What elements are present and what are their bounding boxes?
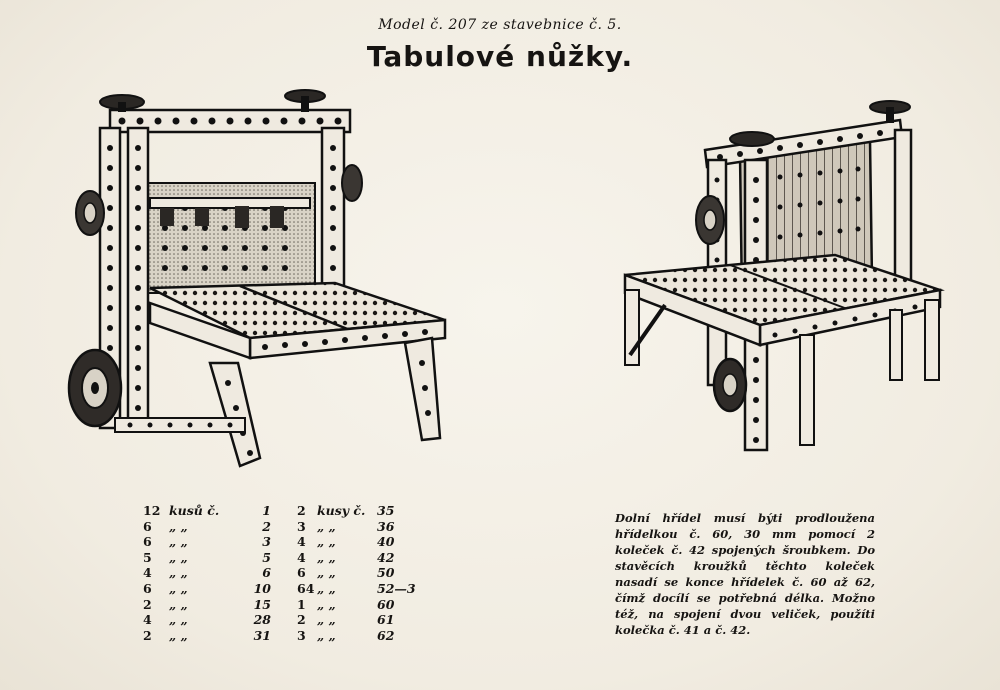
- model-subtitle: Model č. 207 ze stavebnice č. 5.: [378, 17, 622, 33]
- shear-model-front-view-illustration: [60, 88, 460, 488]
- parts-row: [143, 597, 271, 613]
- part-quantity: 6: [143, 580, 152, 596]
- part-number: 2: [262, 518, 271, 534]
- part-quantity: 4: [143, 565, 152, 581]
- part-number: 6: [262, 565, 271, 581]
- part-unit: „ „: [169, 518, 188, 534]
- part-unit: „ „: [169, 565, 188, 581]
- part-quantity: 64: [297, 580, 315, 596]
- part-unit: „ „: [317, 549, 336, 565]
- parts-row: [297, 519, 425, 535]
- part-unit: „ „: [317, 627, 336, 643]
- part-quantity: 2: [143, 596, 152, 612]
- shear-model-rear-view-illustration: [600, 95, 960, 455]
- part-number: 61: [377, 612, 395, 628]
- parts-row: [297, 550, 425, 566]
- part-quantity: 1: [297, 596, 306, 612]
- parts-list-left: [143, 503, 271, 643]
- part-quantity: 2: [297, 612, 306, 628]
- parts-row: [297, 503, 425, 519]
- part-quantity: 6: [143, 534, 152, 550]
- parts-row: [143, 534, 271, 550]
- part-unit: „ „: [169, 549, 188, 565]
- part-unit: „ „: [169, 612, 188, 628]
- part-unit: „ „: [317, 580, 336, 596]
- parts-row: [297, 565, 425, 581]
- parts-row: [143, 581, 271, 597]
- part-number: 28: [253, 612, 271, 628]
- part-unit: „ „: [317, 534, 336, 550]
- part-number: 31: [253, 627, 271, 643]
- part-number: 60: [377, 596, 395, 612]
- parts-row: [143, 612, 271, 628]
- part-quantity: 5: [143, 549, 152, 565]
- parts-row: [143, 503, 271, 519]
- part-unit: „ „: [317, 612, 336, 628]
- parts-row: [297, 612, 425, 628]
- part-unit: „ „: [169, 596, 188, 612]
- parts-row: [143, 550, 271, 566]
- part-quantity: 2: [143, 627, 152, 643]
- part-quantity: 2: [297, 503, 306, 518]
- part-unit: „ „: [169, 580, 188, 596]
- part-unit: „ „: [317, 518, 336, 534]
- parts-row: [143, 565, 271, 581]
- part-number: 35: [377, 503, 395, 518]
- assembly-note: Dolní hřídel musí býti prodloužena hřídelkou č. 60, 30 mm pomocí 2 koleček č. 42 spojených šroubkem. Do stavěcích kroužků těchto koleček nasadí se konce hřídelek č. 60 až 62, čímž docílí se potřebná délka. Možno též, na spojení dvou veliček, použíti kolečka č. 41 a č. 42.: [615, 511, 875, 637]
- part-number: 40: [377, 534, 395, 550]
- part-number: 5: [262, 549, 271, 565]
- page-title: Tabulové nůžky.: [366, 40, 634, 73]
- part-number: 36: [377, 518, 395, 534]
- part-quantity: 4: [297, 534, 306, 550]
- part-number: 1: [262, 503, 271, 518]
- part-unit: „ „: [317, 565, 336, 581]
- part-number: 52—3: [377, 580, 416, 596]
- part-quantity: 12: [143, 503, 161, 518]
- part-number: 50: [377, 565, 395, 581]
- part-number: 15: [253, 596, 271, 612]
- part-unit: „ „: [169, 627, 188, 643]
- parts-list-right: [297, 503, 425, 643]
- part-unit: kusů č.: [169, 503, 220, 518]
- part-unit: „ „: [317, 596, 336, 612]
- part-unit: kusy č.: [317, 503, 366, 518]
- parts-row: [297, 534, 425, 550]
- part-quantity: 3: [297, 518, 306, 534]
- part-quantity: 6: [143, 518, 152, 534]
- parts-row: [143, 519, 271, 535]
- part-number: 62: [377, 627, 395, 643]
- part-number: 3: [262, 534, 271, 550]
- parts-row: [297, 628, 425, 644]
- part-quantity: 3: [297, 627, 306, 643]
- parts-row: [143, 628, 271, 644]
- part-quantity: 4: [143, 612, 152, 628]
- part-number: 42: [377, 549, 395, 565]
- part-number: 10: [253, 580, 271, 596]
- parts-row: [297, 581, 425, 597]
- part-unit: „ „: [169, 534, 188, 550]
- part-quantity: 6: [297, 565, 306, 581]
- part-quantity: 4: [297, 549, 306, 565]
- parts-row: [297, 597, 425, 613]
